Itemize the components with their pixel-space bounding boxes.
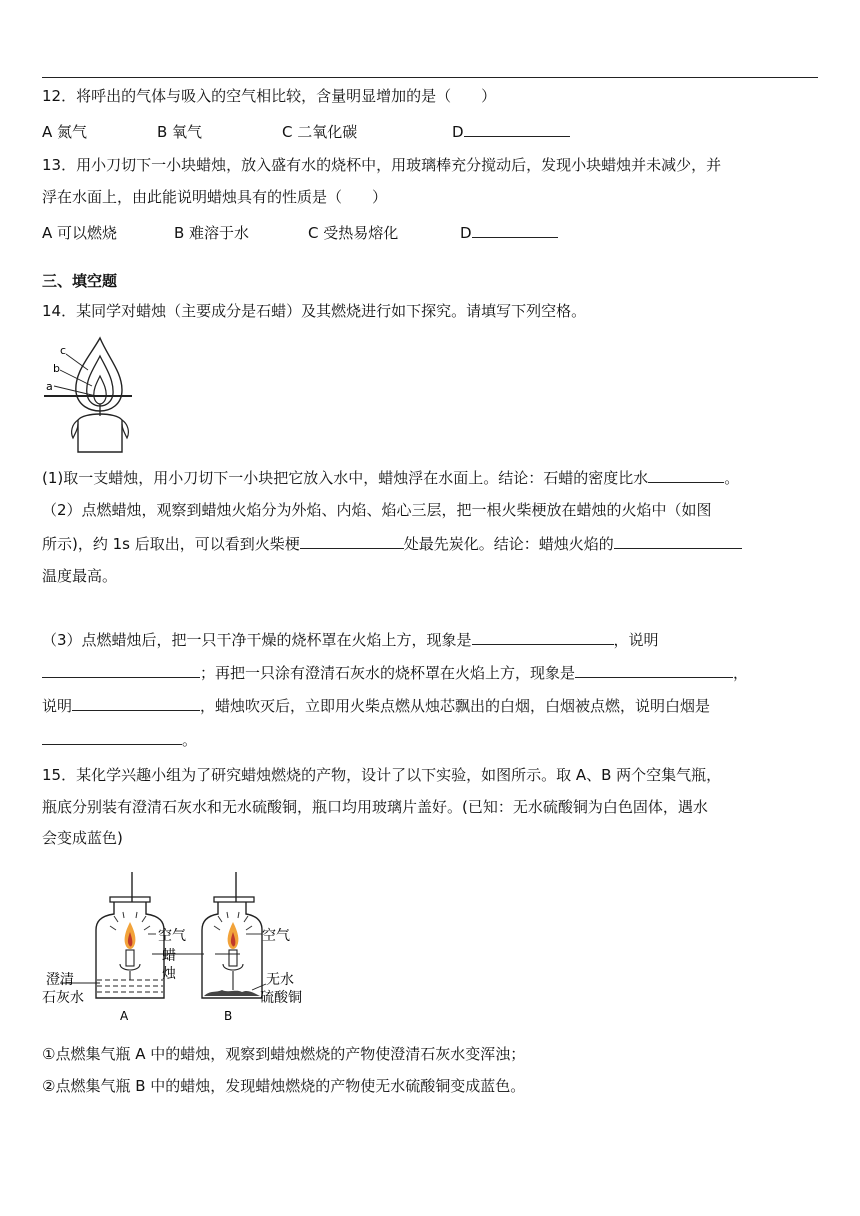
label-limewater-2: 石灰水	[42, 990, 84, 1006]
section-title-fill-in: 三、填空题	[42, 272, 118, 290]
q13-option-d: D	[460, 224, 472, 242]
question-13-stem-line1: 13．用小刀切下一小块蜡烛，放入盛有水的烧杯中，用玻璃棒充分搅动后，发现小块蜡烛并未减少，并	[42, 156, 722, 174]
question-12-stem: 12．将呼出的气体与吸入的空气相比较，含量明显增加的是（ ）	[42, 87, 497, 105]
figure-label-c: c	[60, 344, 67, 357]
question-15-line3: 会变成蓝色)	[42, 829, 123, 847]
question-15-line1: 15．某化学兴趣小组为了研究蜡烛燃烧的产物，设计了以下实验，如图所示。取 A、B 两个空集气瓶，	[42, 766, 722, 784]
question-14-stem: 14．某同学对蜡烛（主要成分是石蜡）及其燃烧进行如下探究。请填写下列空格。	[42, 302, 587, 320]
label-cuso4-1: 无水	[266, 972, 294, 988]
q14-blank-2[interactable]	[300, 533, 404, 549]
label-air-b: 空气	[262, 928, 290, 944]
q14-part3-line1: （3）点燃蜡烛后，把一只干净干燥的烧杯罩在火焰上方，现象是 ，说明	[42, 631, 659, 649]
q14-part3-line2: ；再把一只涂有澄清石灰水的烧杯罩在火焰上方，现象是 ，	[42, 662, 822, 683]
q14-part2-line3: 温度最高。	[42, 567, 118, 585]
q14-part3-line4: 。	[42, 729, 822, 750]
q13-option-b: B 难溶于水	[174, 224, 250, 242]
q12-option-c: C 二氧化碳	[282, 123, 358, 141]
jar-b	[202, 872, 266, 998]
question-13-stem-line2: 浮在水面上，由此能说明蜡烛具有的性质是（ ）	[42, 188, 388, 206]
q14-blank-1[interactable]	[648, 467, 724, 483]
q14-part1: (1)取一支蜡烛，用小刀切下一小块把它放入水中，蜡烛浮在水面上。结论：石蜡的密度比水 。	[42, 469, 740, 487]
q14-part2-line1: （2）点燃蜡烛，观察到蜡烛火焰分为外焰、内焰、焰心三层，把一根火柴梗放在蜡烛的火焰中（如图	[42, 501, 712, 519]
q14-part2-line2: 所示)，约 1s 后取出，可以看到火柴梗 处最先炭化。结论：蜡烛火焰的	[42, 533, 822, 554]
q12-option-d: D	[452, 123, 464, 141]
q14-blank-3[interactable]	[614, 533, 742, 549]
jar-experiment-figure	[40, 872, 310, 1028]
question-15-observation-1: ①点燃集气瓶 A 中的蜡烛，观察到蜡烛燃烧的产物使澄清石灰水变浑浊；	[42, 1045, 526, 1063]
label-air-a: 空气	[158, 928, 186, 944]
q12-option-a: A 氮气	[42, 123, 88, 141]
figure-label-b: b	[53, 362, 60, 375]
q14-blank-5[interactable]	[42, 662, 200, 678]
question-15-observation-2: ②点燃集气瓶 B 中的蜡烛，发现蜡烛燃烧的产物使无水硫酸铜变成蓝色。	[42, 1077, 526, 1095]
top-rule	[42, 77, 818, 78]
q13-option-a: A 可以燃烧	[42, 224, 118, 242]
question-12-options	[42, 121, 822, 142]
q14-blank-4[interactable]	[472, 629, 614, 645]
label-jar-a: A	[120, 1009, 129, 1023]
q14-blank-7[interactable]	[72, 695, 200, 711]
label-limewater-1: 澄清	[46, 972, 74, 988]
label-jar-b: B	[224, 1009, 233, 1023]
q12-answer-blank[interactable]	[464, 121, 570, 137]
candle-flame-figure	[40, 332, 140, 458]
q14-blank-8[interactable]	[42, 729, 182, 745]
q13-answer-blank[interactable]	[472, 222, 558, 238]
label-cuso4-2: 硫酸铜	[260, 990, 302, 1006]
figure-label-a: a	[46, 380, 53, 393]
label-candle-1: 蜡	[162, 948, 176, 964]
label-candle-2: 烛	[162, 966, 176, 982]
q13-option-c: C 受热易熔化	[308, 224, 399, 242]
q14-part3-line3: 说明 ，蜡烛吹灭后，立即用火柴点燃从烛芯飘出的白烟，白烟被点燃，说明白烟是	[42, 697, 711, 715]
q14-blank-6[interactable]	[575, 662, 733, 678]
question-15-line2: 瓶底分别装有澄清石灰水和无水硫酸铜，瓶口均用玻璃片盖好。(已知：无水硫酸铜为白色固体，遇水	[42, 798, 708, 816]
question-13-options	[42, 222, 822, 243]
q12-option-b: B 氧气	[157, 123, 203, 141]
